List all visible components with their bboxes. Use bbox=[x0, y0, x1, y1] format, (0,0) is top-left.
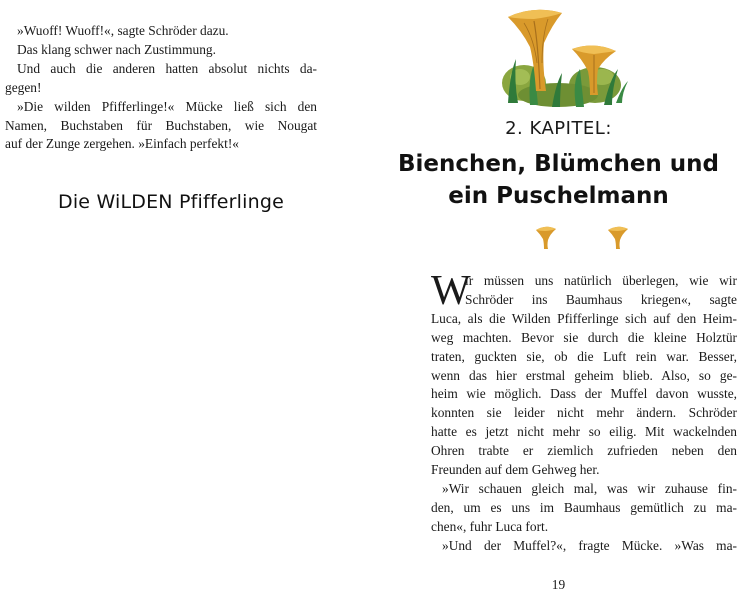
text-line: weg machten. Bevor sie durch die kleine Holztür bbox=[431, 329, 737, 345]
text-line: auf der Zunge zergehen. »Einfach perfekt!« bbox=[5, 136, 239, 152]
handwritten-title: Die WiLDEN Pfifferlinge bbox=[58, 191, 285, 213]
chapter-title-line: ein Puschelmann bbox=[448, 183, 669, 209]
text-line: Freunden auf dem Gehweg her. bbox=[431, 462, 600, 478]
text-line: Schröder ins Baumhaus kriegen«, sagte bbox=[465, 291, 737, 307]
left-page-text bbox=[5, 22, 317, 154]
text-line: »Und der Muffel?«, fragte Mücke. »Was ma- bbox=[442, 537, 737, 553]
chanterelle-icon bbox=[606, 224, 630, 250]
text-line: chen«, fuhr Luca fort. bbox=[431, 518, 549, 534]
text-line: ir müssen uns natürlich überlegen, wie wir bbox=[465, 273, 737, 288]
chanterelle-illustration bbox=[490, 3, 630, 111]
text-line: »Die wilden Pfifferlinge!« Mücke ließ sich den bbox=[17, 98, 317, 114]
chapter-label: 2. KAPITEL: bbox=[505, 118, 612, 139]
left-page bbox=[0, 0, 372, 596]
text-line: Das klang schwer nach Zustimmung. bbox=[17, 41, 216, 57]
text-line: heim wie möglich. Dass der Muffel davon wusste, bbox=[431, 386, 737, 402]
text-line: konnten sie leider nicht mehr ändern. Schröder bbox=[431, 405, 737, 421]
chapter-body-text bbox=[431, 268, 737, 556]
chanterelle-icon bbox=[534, 224, 558, 250]
text-line: traten, guckten sie, ob die Luft rein war. Besser, bbox=[431, 348, 737, 364]
text-line: gegen! bbox=[5, 79, 42, 95]
text-line: wenn das hier erstmal geheim blieb. Also, so ge- bbox=[431, 367, 737, 383]
text-line: »Wuoff! Wuoff!«, sagte Schröder dazu. bbox=[17, 23, 229, 38]
page-number: 19 bbox=[551, 577, 566, 592]
text-line: Namen, Buchstaben für Buchstaben, wie Nougat bbox=[5, 117, 317, 133]
chapter-title bbox=[372, 148, 745, 212]
drop-cap: W bbox=[431, 268, 471, 314]
text-line: Und auch die anderen hatten absolut nichts da- bbox=[17, 60, 317, 76]
text-line: Ohren trabte er ziemlich zufrieden neben den bbox=[431, 443, 737, 459]
chapter-title-line: Bienchen, Blümchen und bbox=[397, 151, 720, 177]
text-line: Luca, als die Wilden Pfifferlinge sich auf den Heim- bbox=[431, 310, 737, 326]
right-page bbox=[372, 0, 745, 596]
text-line: hatte es jetzt nicht mehr so eilig. Mit wackelnden bbox=[431, 424, 737, 440]
text-line: den, um es uns im Baumhaus gemütlich zu ma- bbox=[431, 499, 737, 515]
text-line: »Wir schauen gleich mal, was wir zuhause fin- bbox=[442, 480, 737, 496]
